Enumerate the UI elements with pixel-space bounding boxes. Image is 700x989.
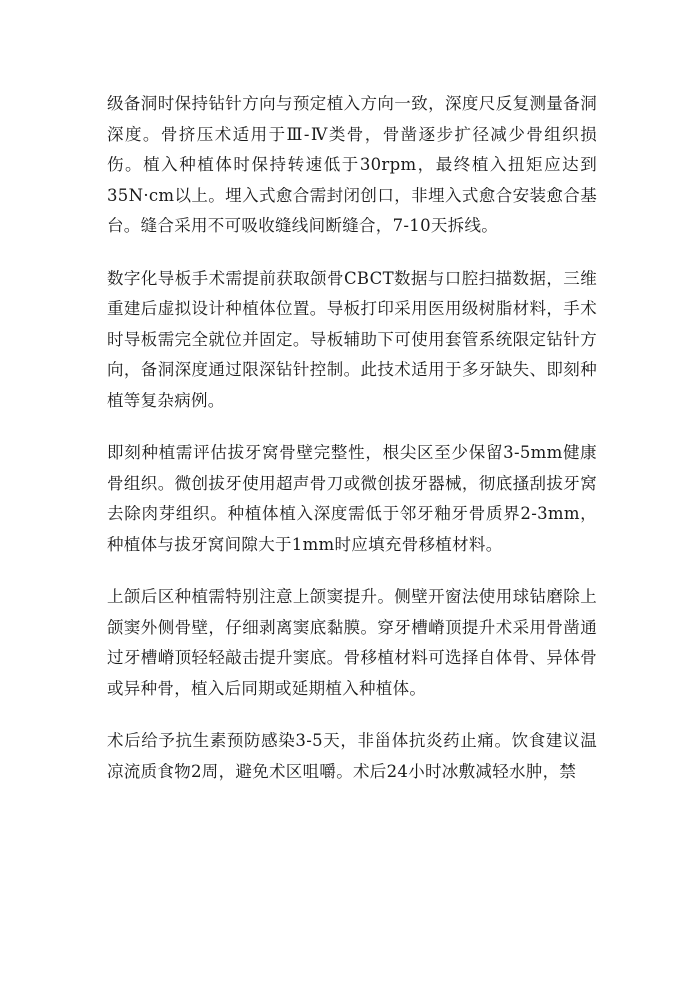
paragraph-3: 即刻种植需评估拔牙窝骨壁完整性，根尖区至少保留3-5mm健康骨组织。微创拔牙使用超声骨刀或微创拔牙器械，彻底搔刮拔牙窝去除肉芽组织。种植体植入深度需低于邻牙釉牙骨质界2-3mm，种植体与拔牙窝间隙大于1mm时应填充骨移植材料。 — [107, 443, 597, 554]
paragraph-1: 级备洞时保持钻针方向与预定植入方向一致，深度尺反复测量备洞深度。骨挤压术适用于Ⅲ-Ⅳ类骨，骨凿逐步扩径减少骨组织损伤。植入种植体时保持转速低于30rpm，最终植入扭矩应达到35N·cm以上。埋入式愈合需封闭创口，非埋入式愈合安装愈合基台。缝合采用不可吸收缝线间断缝合，7-10天拆线。 — [107, 94, 597, 235]
paragraph-4: 上颌后区种植需特别注意上颌窦提升。侧壁开窗法使用球钻磨除上颌窦外侧骨壁，仔细剥离窦底黏膜。穿牙槽嵴顶提升术采用骨凿通过牙槽嵴顶轻轻敲击提升窦底。骨移植材料可选择自体骨、异体骨或异种骨，植入后同期或延期植入种植体。 — [107, 587, 597, 698]
paragraph-5: 术后给予抗生素预防感染3-5天，非甾体抗炎药止痛。饮食建议温凉流质食物2周，避免术区咀嚼。术后24小时冰敷减轻水肿，禁 — [107, 731, 597, 781]
paragraph-2: 数字化导板手术需提前获取颌骨CBCT数据与口腔扫描数据，三维重建后虚拟设计种植体位置。导板打印采用医用级树脂材料，手术时导板需完全就位并固定。导板辅助下可使用套管系统限定钻针方向，备洞深度通过限深钻针控制。此技术适用于多牙缺失、即刻种植等复杂病例。 — [107, 268, 597, 410]
document-body — [107, 89, 597, 809]
